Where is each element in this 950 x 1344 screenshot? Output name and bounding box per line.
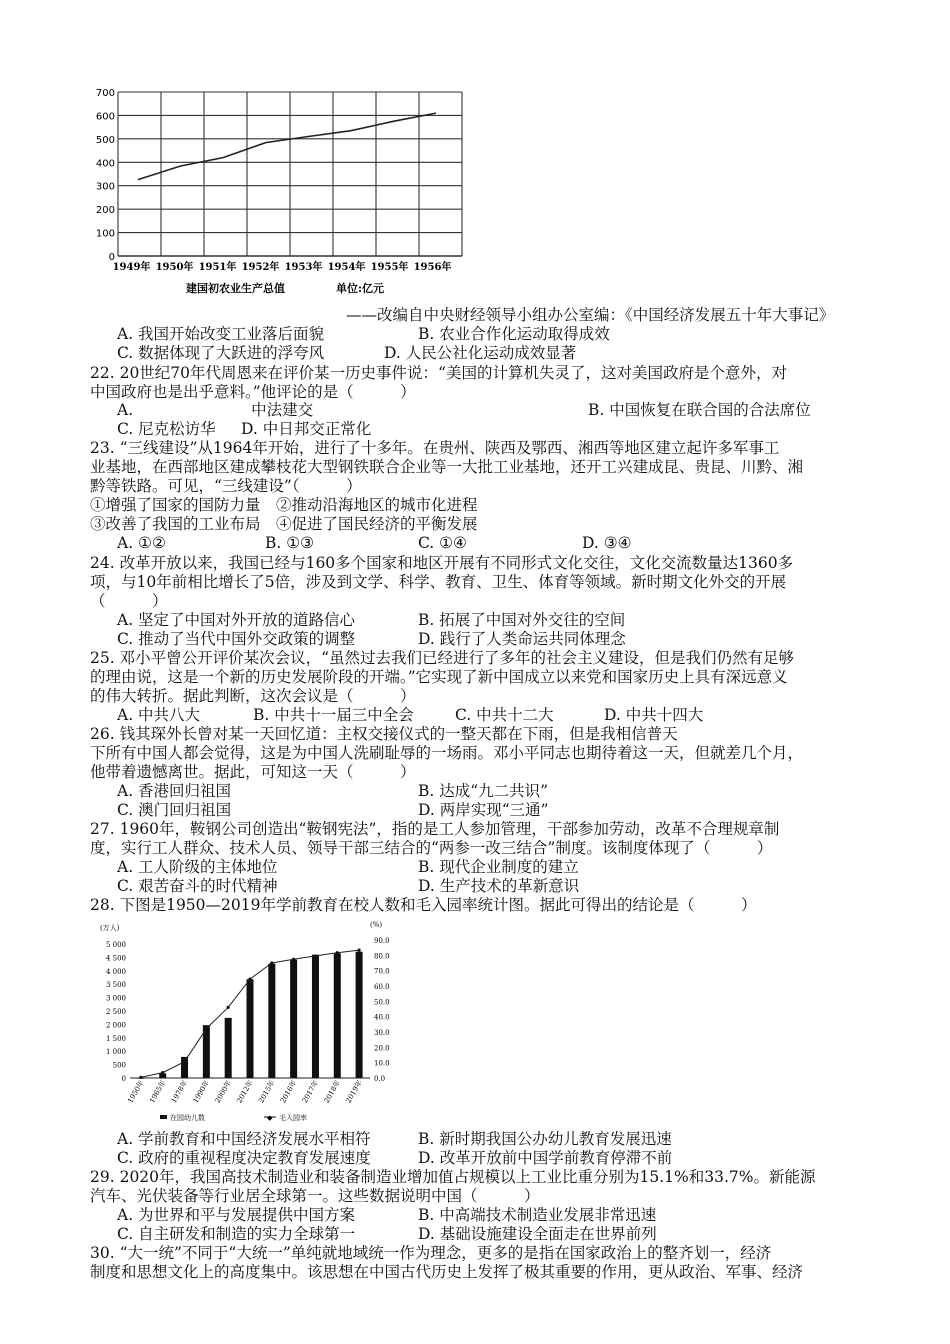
q25-option-b[interactable]: B. 中共十一届三中全会 bbox=[253, 706, 414, 724]
q22-option-a-text: 中法建交 bbox=[251, 401, 314, 419]
q30-stem-line2: 制度和思想文化上的高度集中。该思想在中国古代历史上发挥了极其重要的作用，更从政治、军事、经济 bbox=[90, 1263, 804, 1281]
chart1-xtick-label: 1955年 bbox=[370, 262, 409, 273]
chart1-xtick-label: 1954年 bbox=[327, 262, 366, 273]
source-citation: ——改编自中央财经领导小组办公室编：《中国经济发展五十年大事记》 bbox=[346, 306, 835, 324]
chart1-xlabel: 建国初农业生产总值 bbox=[186, 282, 285, 294]
q21-option-c[interactable]: C. 数据体现了大跃进的浮夸风 bbox=[117, 344, 325, 362]
agri-output-line-chart bbox=[88, 84, 478, 294]
q25-option-a[interactable]: A. 中共八大 bbox=[117, 706, 201, 724]
enrollment-bar bbox=[312, 955, 319, 1078]
q23-stem-line3: 黔等铁路。可见，“三线建设”（ ） bbox=[90, 477, 362, 495]
q24-stem-line1: 24. 改革开放以来，我国已经与160多个国家和地区开展有不同形式文化交往，文化交流数量达1360多 bbox=[90, 554, 794, 572]
q25-stem-line3: 的伟大转折。据此判断，这次会议是（ ） bbox=[90, 687, 416, 705]
legend-line-marker: ◆ bbox=[267, 1114, 273, 1122]
q24-stem-line3: （ ） bbox=[90, 592, 168, 610]
q21-option-a[interactable]: A. 我国开始改变工业落后面貌 bbox=[117, 325, 325, 343]
rate-point bbox=[270, 961, 273, 964]
q26-stem-line1: 26. 钱其琛外长曾对某一天回忆道：主权交接仪式的一整天都在下雨，但是我相信普天 bbox=[90, 725, 678, 743]
q23-option-b[interactable]: B. ①③ bbox=[265, 534, 315, 552]
chart2-left-tick-label: 3 000 bbox=[105, 994, 126, 1003]
chart2-right-tick-label: 40.0 bbox=[374, 1013, 390, 1022]
chart1-xtick-label: 1956年 bbox=[413, 262, 452, 273]
q29-stem-line1: 29. 2020年，我国高技术制造业和装备制造业增加值占规模以上工业比重分别为15.1%和33.7%。新能源 bbox=[90, 1168, 816, 1186]
q26-option-d[interactable]: D. 两岸实现“三通” bbox=[418, 801, 549, 819]
chart2-xtick-label: 2018年 bbox=[322, 1079, 343, 1105]
chart1-ytick-label: 200 bbox=[95, 205, 115, 217]
q24-option-d[interactable]: D. 践行了人类命运共同体理念 bbox=[418, 630, 626, 648]
rate-point bbox=[248, 978, 251, 981]
rate-point bbox=[161, 1071, 164, 1074]
chart2-left-tick-label: 4 500 bbox=[105, 954, 126, 963]
q28-stem-line1: 28. 下图是1950—2019年学前教育在校人数和毛入园率统计图。据此可得出的结论是（ ） bbox=[90, 896, 757, 914]
q27-stem-line1: 27. 1960年，鞍钢公司创造出“鞍钢宪法”，指的是工人参加管理，干部参加劳动，改革不合理规章制 bbox=[90, 820, 780, 838]
chart1-xtick-label: 1949年 bbox=[112, 262, 151, 273]
chart1-ytick-label: 400 bbox=[95, 158, 115, 170]
chart2-xtick-label: 1965年 bbox=[148, 1079, 168, 1105]
chart2-right-tick-label: 50.0 bbox=[374, 998, 390, 1007]
q23-option-d[interactable]: D. ③④ bbox=[582, 534, 632, 552]
rate-point bbox=[292, 958, 295, 961]
chart2-left-unit: (万人) bbox=[100, 924, 120, 932]
q28-option-d[interactable]: D. 改革开放前中国学前教育停滞不前 bbox=[418, 1149, 673, 1167]
chart2-left-tick-label: 2 500 bbox=[105, 1008, 126, 1016]
q22-option-b[interactable]: B. 中国恢复在联合国的合法席位 bbox=[588, 401, 811, 419]
q28-option-b[interactable]: B. 新时期我国公办幼儿教育发展迅速 bbox=[418, 1130, 672, 1148]
q27-option-a[interactable]: A. 工人阶级的主体地位 bbox=[117, 858, 278, 876]
q29-option-d[interactable]: D. 基础设施建设全面走在世界前列 bbox=[418, 1225, 657, 1243]
q29-option-c[interactable]: C. 自主研发和制造的实力全球第一 bbox=[117, 1225, 356, 1243]
q26-option-c[interactable]: C. 澳门回归祖国 bbox=[117, 801, 232, 819]
q23-stem-line2: 业基地，在西部地区建成攀枝花大型钢铁联合企业等一大批工业基地，还开工兴建成昆、贵昆、川黔、湘 bbox=[90, 458, 804, 476]
enrollment-bar bbox=[225, 1018, 232, 1078]
legend-line-label: 毛入园率 bbox=[279, 1114, 307, 1122]
q23-statement-1-2: ①增强了国家的国防力量 ②推动沿海地区的城市化进程 bbox=[90, 496, 478, 514]
q24-option-a[interactable]: A. 坚定了中国对外开放的道路信心 bbox=[117, 611, 356, 629]
q29-option-a[interactable]: A. 为世界和平与发展提供中国方案 bbox=[117, 1206, 356, 1224]
q26-stem-line3: 他带着遗憾离世。据此，可知这一天（ ） bbox=[90, 763, 416, 781]
q30-stem-line1: 30. “大一统”不同于“大统一”单纯就地域统一作为理念，更多的是指在国家政治上的整齐划一，经济 bbox=[90, 1244, 772, 1262]
chart2-left-tick-label: 500 bbox=[112, 1061, 126, 1070]
q23-option-a[interactable]: A. ①② bbox=[117, 534, 166, 552]
chart2-left-tick-label: 1 500 bbox=[105, 1034, 126, 1043]
q25-stem-line1: 25. 邓小平曾公开评价某次会议，“虽然过去我们已经进行了多年的社会主义建设，但是我们仍然有足够 bbox=[90, 649, 795, 667]
q22-stem-line1: 22. 20世纪70年代周恩来在评价某一历史事件说：“美国的计算机失灵了，这对美国政府是个意外，对 bbox=[90, 364, 787, 382]
q27-option-c[interactable]: C. 艰苦奋斗的时代精神 bbox=[117, 877, 278, 895]
q29-stem-line2: 汽车、光伏装备等行业居全球第一。这些数据说明中国（ ） bbox=[90, 1187, 540, 1205]
chart1-unit: 单位:亿元 bbox=[336, 282, 385, 294]
chart1-xtick-label: 1952年 bbox=[241, 262, 280, 273]
chart2-xtick-label: 1978年 bbox=[169, 1079, 190, 1105]
rate-point bbox=[227, 1006, 230, 1009]
q25-stem-line2: 的理由说，这是一个新的历史发展阶段的开端。”它实现了新中国成立以来党和国家历史上具有深远意义 bbox=[90, 668, 788, 686]
chart2-right-tick-label: 80.0 bbox=[374, 952, 390, 961]
chart1-ytick-label: 700 bbox=[95, 88, 115, 99]
q26-stem-line2: 下所有中国人都会觉得，这是为中国人洗刷耻辱的一场雨。邓小平同志也期待着这一天，但就差几个月， bbox=[90, 744, 804, 762]
q29-option-b[interactable]: B. 中高端技术制造业发展非常迅速 bbox=[418, 1206, 657, 1224]
q24-stem-line2: 项，与10年前相比增长了5倍，涉及到文学、科学、教育、卫生、体育等领域。新时期文化外交的开展 bbox=[90, 573, 787, 591]
chart1-xtick-label: 1950年 bbox=[155, 262, 194, 273]
q25-option-d[interactable]: D. 中共十四大 bbox=[604, 706, 704, 724]
rate-point bbox=[205, 1027, 208, 1030]
enrollment-bar bbox=[268, 964, 275, 1078]
q23-statement-3-4: ③改善了我国的工业布局 ④促进了国民经济的平衡发展 bbox=[90, 515, 478, 533]
enrollment-bar bbox=[247, 979, 254, 1078]
chart2-right-unit: (%) bbox=[370, 921, 383, 929]
q23-option-c[interactable]: C. ①④ bbox=[418, 534, 467, 552]
chart2-left-tick-label: 1 000 bbox=[105, 1048, 126, 1057]
chart2-left-tick-label: 5 000 bbox=[105, 941, 126, 949]
q26-option-b[interactable]: B. 达成“九二共识” bbox=[418, 782, 549, 800]
q22-option-a[interactable] bbox=[117, 401, 313, 419]
q21-option-b[interactable]: B. 农业合作化运动取得成效 bbox=[418, 325, 610, 343]
q28-option-a[interactable]: A. 学前教育和中国经济发展水平相符 bbox=[117, 1130, 371, 1148]
enrollment-bar bbox=[334, 953, 341, 1078]
rate-point bbox=[336, 951, 339, 954]
q27-stem-line2: 度，实行工人群众、技术人员、领导干部三结合的“两参一改三结合”制度。该制度体现了（ ） bbox=[90, 839, 773, 857]
chart2-xtick-label: 1990年 bbox=[191, 1079, 212, 1105]
rate-point bbox=[183, 1060, 186, 1063]
q25-option-c[interactable]: C. 中共十二大 bbox=[455, 706, 554, 724]
legend-bar-label: 在园幼儿数 bbox=[170, 1114, 205, 1122]
chart2-xtick-label: 2016年 bbox=[279, 1079, 299, 1105]
enrollment-bar bbox=[356, 952, 363, 1078]
chart2-xtick-label: 2012年 bbox=[235, 1079, 255, 1105]
rate-point bbox=[139, 1076, 142, 1079]
chart1-ytick-label: 600 bbox=[95, 111, 115, 123]
chart2-left-tick-label: 3 500 bbox=[105, 981, 126, 990]
chart1-xtick-label: 1953年 bbox=[284, 262, 323, 273]
q22-option-c[interactable]: C. 尼克松访华 bbox=[117, 420, 216, 438]
enrollment-bar bbox=[181, 1057, 188, 1078]
chart2-left-tick-label: 4 000 bbox=[105, 967, 126, 976]
chart2-left-tick-label: 0 bbox=[121, 1075, 126, 1083]
chart1-ytick-label: 300 bbox=[95, 181, 115, 193]
chart2-right-tick-label: 0.0 bbox=[374, 1075, 386, 1083]
q26-option-a[interactable]: A. 香港回归祖国 bbox=[117, 782, 232, 800]
q24-option-c[interactable]: C. 推动了当代中国外交政策的调整 bbox=[117, 630, 356, 648]
chart2-right-tick-label: 30.0 bbox=[374, 1029, 390, 1037]
chart2-xtick-label: 2019年 bbox=[344, 1079, 364, 1105]
q27-option-b[interactable]: B. 现代企业制度的建立 bbox=[418, 858, 579, 876]
q27-option-d[interactable]: D. 生产技术的革新意识 bbox=[418, 877, 580, 895]
chart2-xtick-label: 2015年 bbox=[257, 1079, 277, 1105]
q22-option-d[interactable]: D. 中日邦交正常化 bbox=[241, 420, 372, 438]
preschool-enrollment-chart bbox=[96, 918, 416, 1128]
q22-option-a-letter: A. bbox=[117, 401, 134, 419]
chart2-xtick-label: 2000年 bbox=[213, 1079, 233, 1105]
chart2-xtick-label: 2017年 bbox=[300, 1079, 321, 1105]
legend-bar-swatch bbox=[160, 1115, 167, 1119]
chart2-right-tick-label: 20.0 bbox=[374, 1044, 390, 1053]
q28-option-c[interactable]: C. 政府的重视程度决定教育发展速度 bbox=[117, 1149, 371, 1167]
chart2-xtick-label: 1950年 bbox=[126, 1079, 146, 1105]
rate-point bbox=[357, 949, 360, 952]
chart2-right-tick-label: 70.0 bbox=[374, 967, 390, 976]
enrollment-bar bbox=[290, 960, 297, 1078]
chart1-ytick-label: 100 bbox=[95, 228, 115, 240]
chart2-left-tick-label: 2 000 bbox=[105, 1021, 126, 1030]
q21-option-d[interactable]: D. 人民公社化运动成效显著 bbox=[384, 344, 577, 362]
chart1-xtick-label: 1951年 bbox=[198, 262, 237, 273]
chart2-right-tick-label: 60.0 bbox=[374, 983, 390, 991]
chart2-right-tick-label: 90.0 bbox=[374, 937, 390, 945]
q23-stem-line1: 23. “三线建设”从1964年开始，进行了十多年。在贵州、陕西及鄂西、湘西等地区建立起许多军事工 bbox=[90, 439, 780, 457]
q24-option-b[interactable]: B. 拓展了中国对外交往的空间 bbox=[418, 611, 626, 629]
chart1-ytick-label: 500 bbox=[95, 134, 115, 146]
chart2-right-tick-label: 10.0 bbox=[374, 1059, 390, 1068]
q22-stem-line2: 中国政府也是出乎意料。”他评论的是（ ） bbox=[90, 383, 416, 401]
chart1-ytick-label: 0 bbox=[108, 252, 115, 263]
agri-output-series-line bbox=[138, 113, 436, 180]
rate-point bbox=[314, 954, 317, 957]
